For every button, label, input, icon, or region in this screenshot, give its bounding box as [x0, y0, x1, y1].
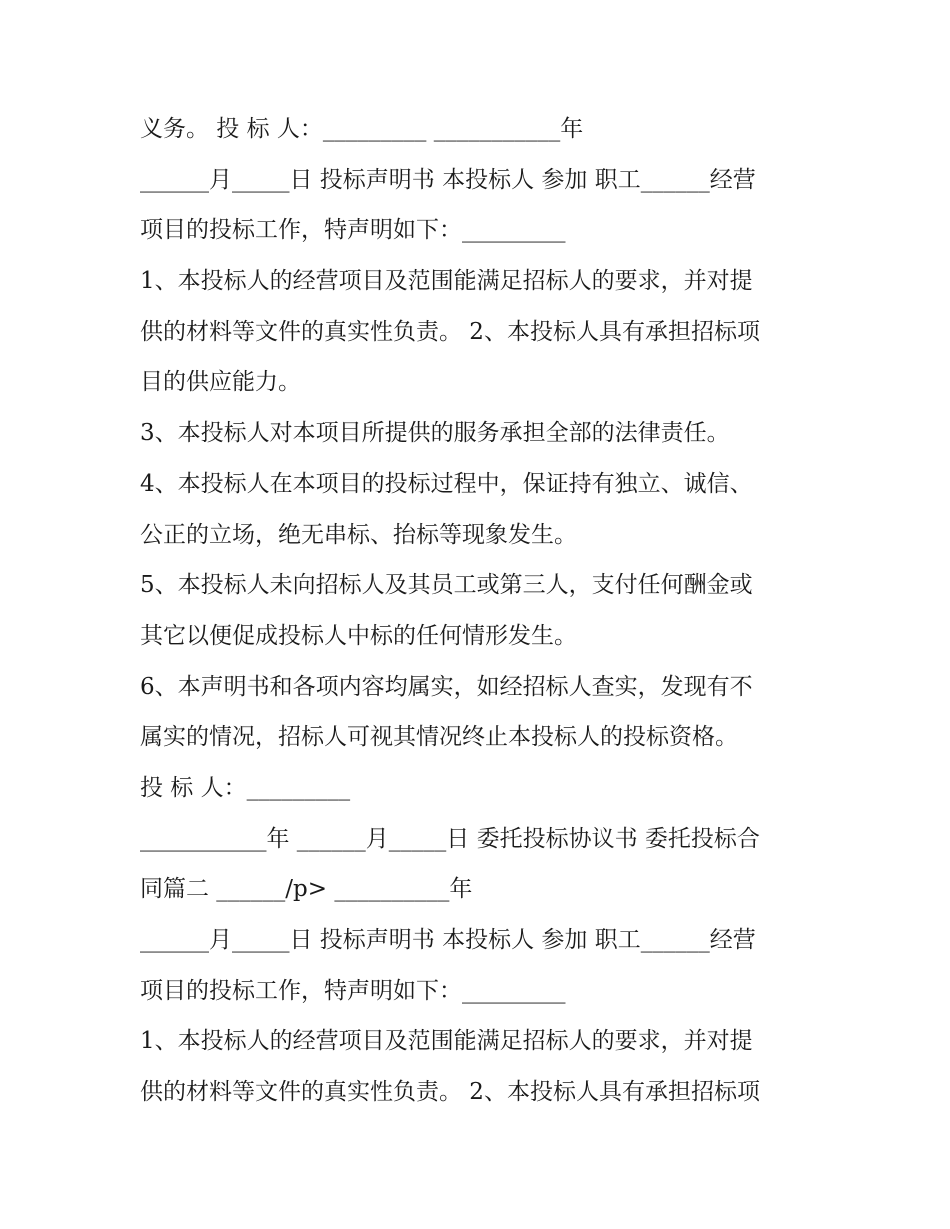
text-line: 1、本投标人的经营项目及范围能满足招标人的要求，并对提 [140, 1028, 753, 1055]
text-line: 供的材料等文件的真实性负责。 2、本投标人具有承担招标项 [140, 1079, 760, 1106]
text-line: 项目的投标工作，特声明如下：_________ [140, 977, 566, 1004]
text-line: ___________年 ______月_____日 委托投标协议书 委托投标合 [140, 825, 760, 852]
text-line: 同篇二 ______/p> __________年 [140, 876, 473, 903]
text-line: 投 标 人：_________ [140, 774, 351, 801]
text-line: 1、本投标人的经营项目及范围能满足招标人的要求，并对提 [140, 268, 753, 295]
text-line: ______月_____日 投标声明书 本投标人 参加 职工______经营 [140, 166, 756, 193]
text-line: 公正的立场，绝无串标、抬标等现象发生。 [140, 521, 577, 548]
text-line: 4、本投标人在本项目的投标过程中，保证持有独立、诚信、 [140, 470, 753, 497]
text-line: 5、本投标人未向招标人及其员工或第三人，支付任何酬金或 [140, 572, 753, 599]
text-line: 6、本声明书和各项内容均属实，如经招标人查实，发现有不 [140, 673, 753, 700]
text-line: 属实的情况，招标人可视其情况终止本投标人的投标资格。 [140, 724, 738, 751]
text-line: 供的材料等文件的真实性负责。 2、本投标人具有承担招标项 [140, 318, 760, 345]
text-line: 3、本投标人对本项目所提供的服务承担全部的法律责任。 [140, 420, 730, 447]
text-line: ______月_____日 投标声明书 本投标人 参加 职工______经营 [140, 927, 756, 953]
text-line: 项目的投标工作，特声明如下：_________ [140, 217, 566, 244]
text-line: 义务。 投 标 人：_________ ___________年 [140, 116, 584, 142]
document-body [140, 104, 820, 1118]
text-line: 其它以便促成投标人中标的任何情形发生。 [140, 622, 577, 649]
text-line: 目的供应能力。 [140, 369, 301, 396]
